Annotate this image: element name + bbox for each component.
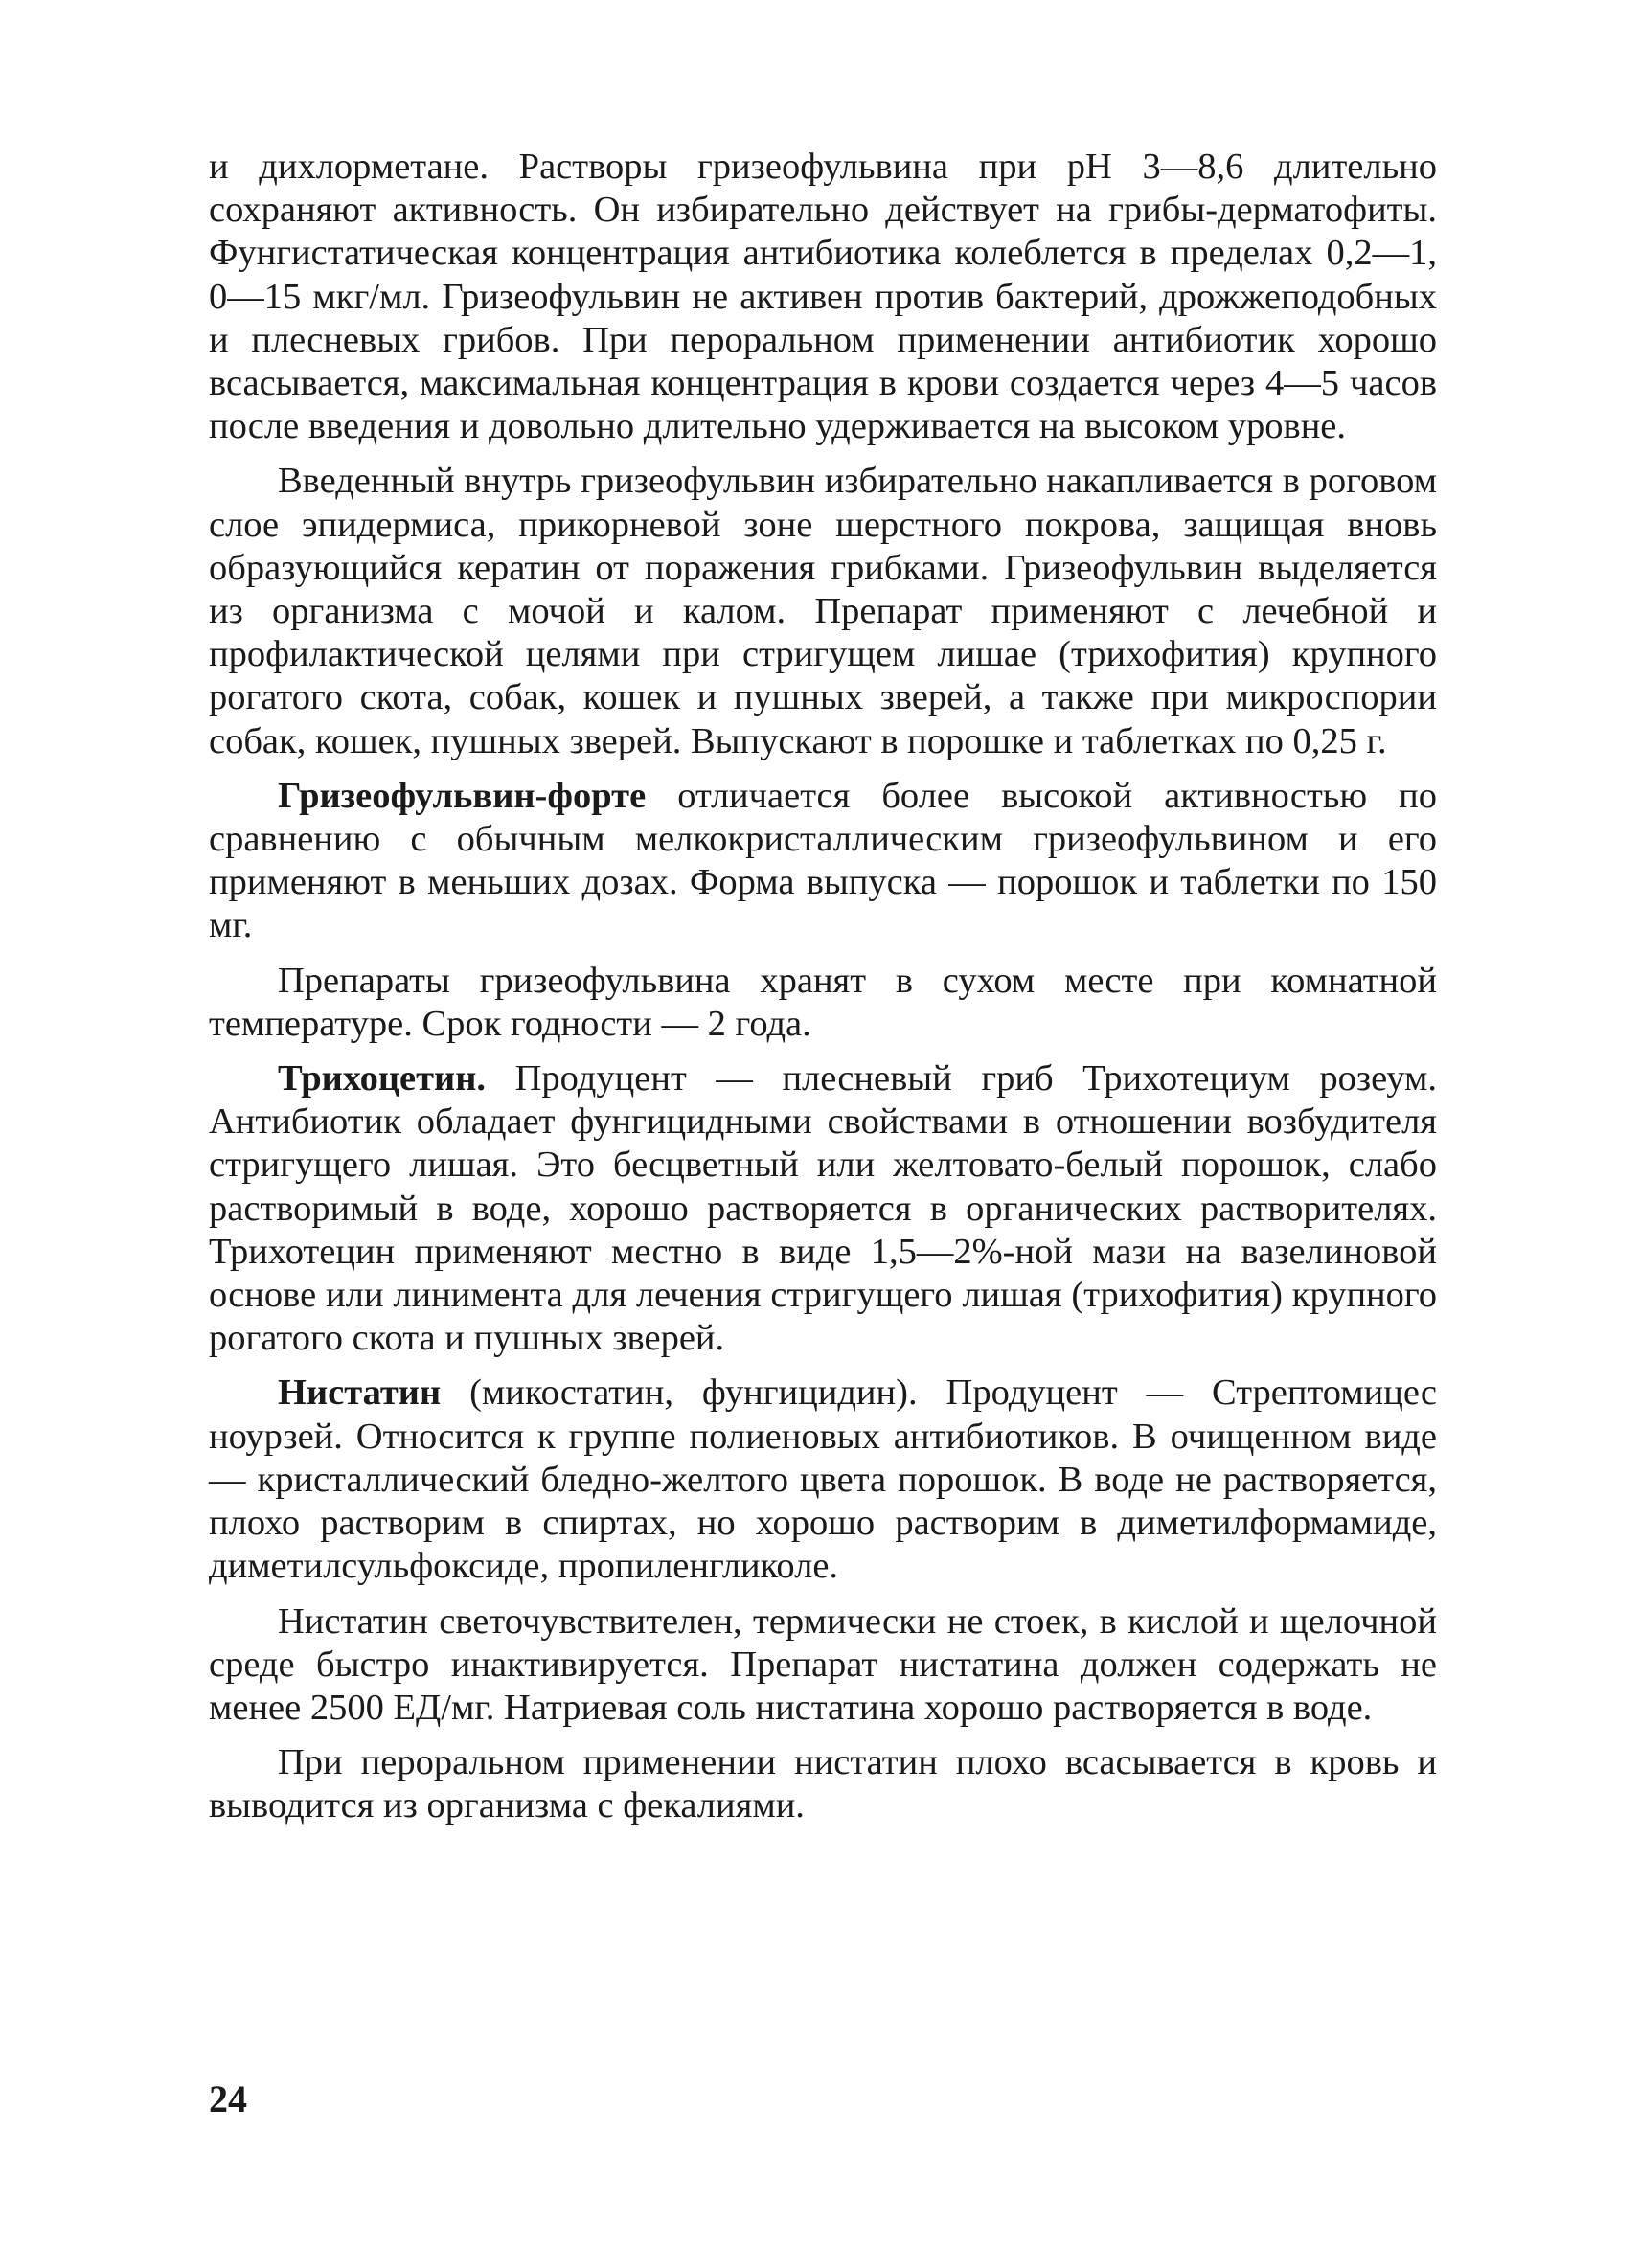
paragraph-text: (микостатин, фунгицидин). Продуцент — Стрептомицес ноурзей. Относится к группе полиеновых антибиотиков. В очищенном виде — кристаллический бледно-желтого цвета порошок. В воде не растворяется, плохо растворим в спиртах, но хорошо растворим в диметилформамиде, диметилсульфоксиде, пропиленгликоле.: [209, 1372, 1437, 1587]
paragraph-text: и дихлорметане. Растворы гризеофульвина при pH 3—8,6 длительно сохраняют активность. Он избирательно действует на грибы-дерматофиты. Фунгистатическая концентрация антибиотика колеблется в пределах 0,2—1, 0—15 мкг/мл. Гризеофульвин не активен против бактерий, дрожжеподобных и плесневых грибов. При пероральном применении антибиотик хорошо всасывается, максимальная концентрация в крови создается через 4—5 часов после введения и довольно длительно удерживается на высоком уровне.: [209, 147, 1437, 447]
paragraph-text: отличается более высокой активностью по сравнению с обычным мелкокристаллическим гризеофульвином и его применяют в меньших дозах. Форма выпуска — порошок и таблетки по 150 мг.: [209, 775, 1437, 946]
paragraph-text: Введенный внутрь гризеофульвин избирательно накапливается в роговом слое эпидермиса, прикорневой зоне шерстного покрова, защищая вновь образующийся кератин от поражения грибками. Гризеофульвин выделяется из организма с мочой и калом. Препарат применяют с лечебной и профилактической целями при стригущем лишае (трихофития) крупного рогатого скота, собак, кошек и пушных зверей, а также при микроспории собак, кошек, пушных зверей. Выпускают в порошке и таблетках по 0,25 г.: [209, 461, 1437, 761]
paragraph-text: Продуцент — плесневый гриб Трихотециум розеум. Антибиотик обладает фунгицидными свойствами в отношении возбудителя стригущего лишая. Это бесцветный или желтовато-белый порошок, слабо растворимый в воде, хорошо растворяется в органических растворителях. Трихотецин применяют местно в виде 1,5—2%-ной мази на вазелиновой основе или линимента для лечения стригущего лишая (трихофития) крупного рогатого скота и пушных зверей.: [209, 1058, 1437, 1359]
paragraph-nystatin-properties: [209, 1600, 1437, 1731]
page-number: 24: [209, 2077, 247, 2121]
drug-term: Гризеофульвин-форте: [278, 775, 647, 816]
paragraph-storage: [209, 960, 1437, 1046]
drug-term: Трихоцетин.: [278, 1058, 487, 1100]
page-body: [209, 146, 1437, 1840]
paragraph-continuation: [209, 146, 1437, 448]
paragraph-text: Нистатин светочувствителен, термически не стоек, в кислой и щелочной среде быстро инактивируется. Препарат нистатина должен содержать не менее 2500 ЕД/мг. Натриевая соль нистатина хорошо растворяется в воде.: [209, 1600, 1437, 1728]
paragraph-trichocetin: [209, 1057, 1437, 1360]
paragraph-griseofulvin-forte: [209, 775, 1437, 948]
paragraph-text: При пероральном применении нистатин плохо всасывается в кровь и выводится из организма с фекалиями.: [209, 1742, 1437, 1826]
paragraph-nystatin: [209, 1372, 1437, 1588]
paragraph-nystatin-oral: [209, 1741, 1437, 1827]
paragraph-text: Препараты гризеофульвина хранят в сухом месте при комнатной температуре. Срок годности — 2 года.: [209, 960, 1437, 1044]
drug-term: Нистатин: [278, 1372, 442, 1414]
paragraph-griseofulvin-action: [209, 460, 1437, 762]
